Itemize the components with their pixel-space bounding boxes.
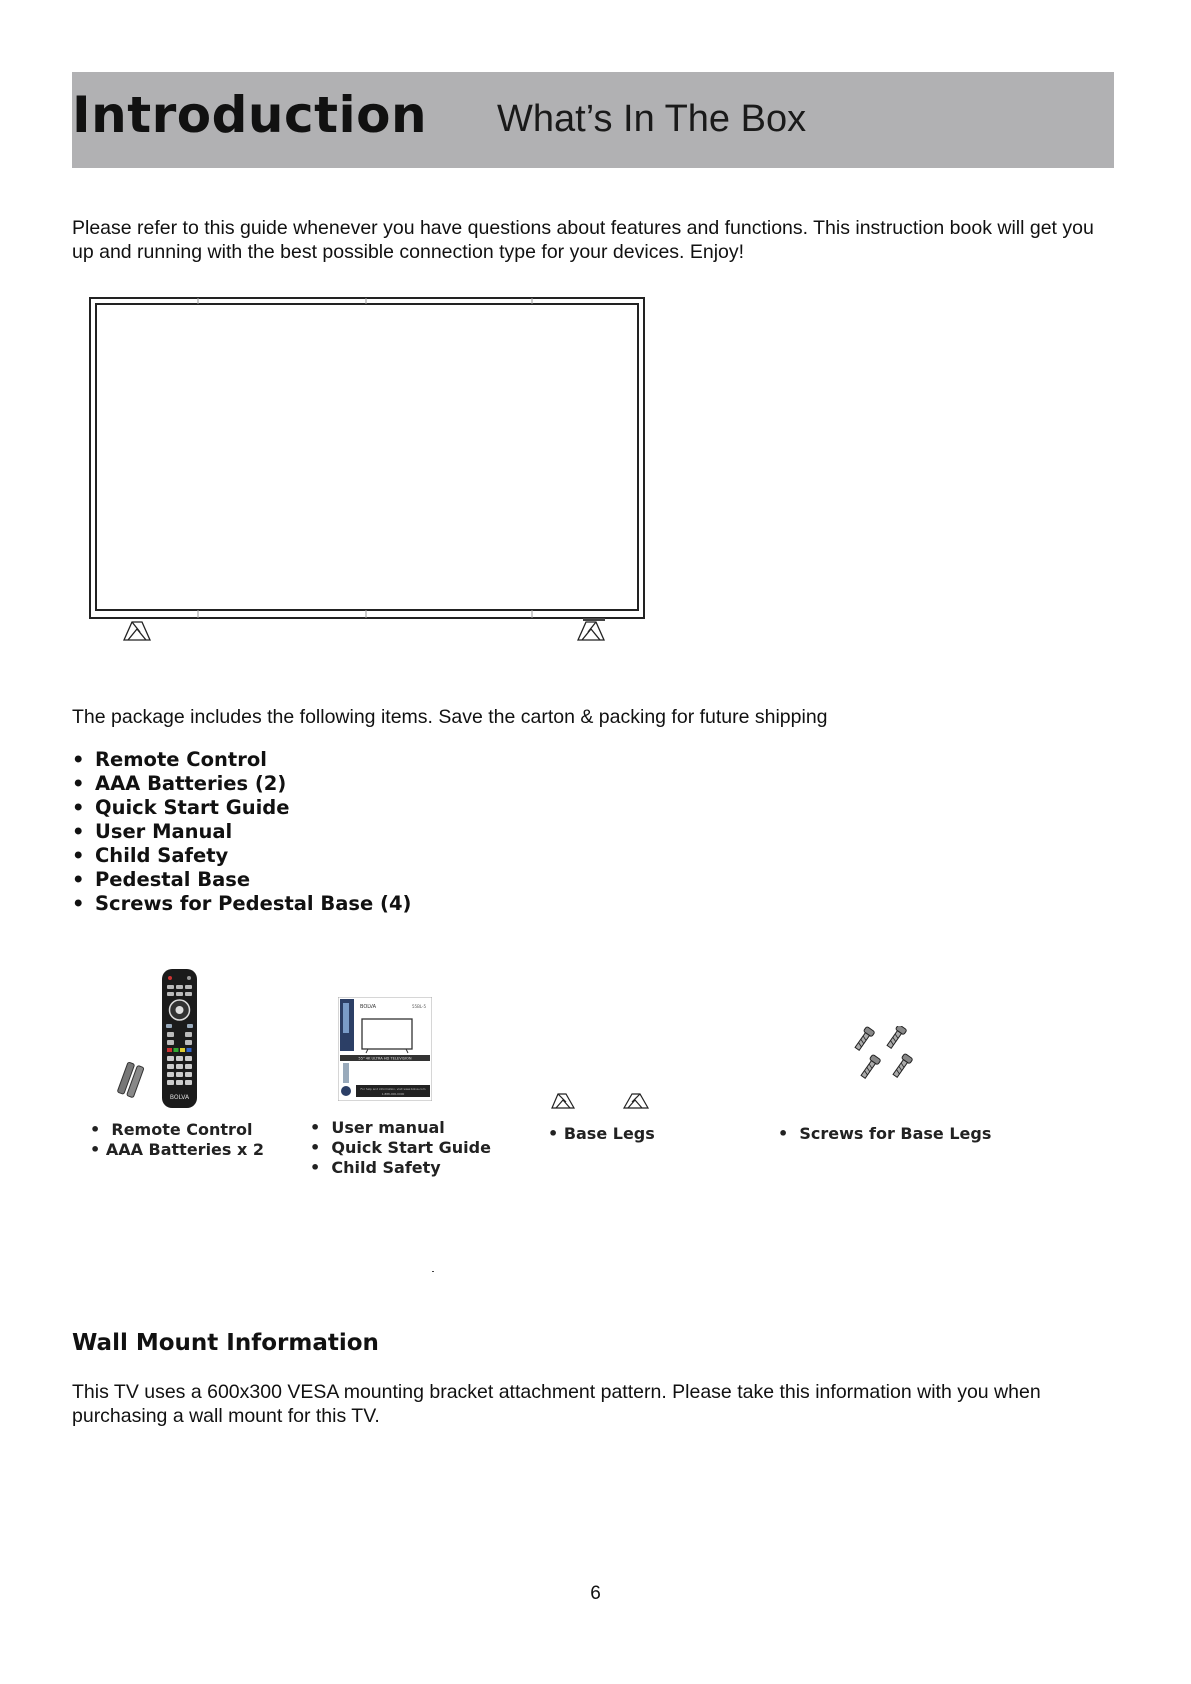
wall-mount-text: This TV uses a 600x300 VESA mounting bracket attachment pattern. Please take this information with you when purchasing a wall mount for this TV. (72, 1381, 1041, 1427)
base-legs-illustration (550, 1090, 654, 1112)
list-item: • AAA Batteries (2) (72, 772, 287, 795)
remote-control-icon (162, 969, 197, 1108)
remote-caption: • Remote Control • AAA Batteries x 2 (90, 1120, 265, 1159)
svg-text:55" 4K ULTRA HD TELEVISION: 55" 4K ULTRA HD TELEVISION (358, 1056, 412, 1061)
list-item: • User Manual (72, 820, 233, 843)
package-note: The package includes the following items. Save the carton & packing for future shipping (72, 706, 828, 728)
page-number: 6 (590, 1583, 601, 1604)
legs-caption: • Base Legs (548, 1124, 655, 1143)
section-title: Introduction (72, 86, 428, 144)
battery-icon (117, 1062, 144, 1098)
wall-mount-title: Wall Mount Information (72, 1330, 379, 1356)
list-item: • Screws for Pedestal Base (4) (72, 892, 412, 915)
svg-text:BOLVA: BOLVA (360, 1004, 377, 1010)
list-item: • Child Safety (72, 844, 229, 867)
base-leg-icon (552, 1094, 574, 1108)
tv-left-leg (124, 622, 150, 640)
list-item: • Quick Start Guide (72, 796, 290, 819)
screws-caption: • Screws for Base Legs (778, 1124, 992, 1143)
screw-icon (853, 1026, 875, 1051)
screw-icon (891, 1053, 913, 1078)
list-item: • Remote Control (72, 748, 267, 771)
screws-illustration (850, 1026, 916, 1086)
remote-batteries-illustration (110, 966, 230, 1116)
tv-illustration (88, 296, 648, 646)
svg-text:For help and information, visi: For help and information, visit www.bolva.com (360, 1087, 426, 1091)
user-manual-illustration (338, 997, 432, 1101)
stray-mark (432, 1271, 434, 1272)
base-leg-icon (624, 1094, 648, 1108)
package-items-list (72, 748, 411, 916)
list-item: • Pedestal Base (72, 868, 251, 891)
section-header (72, 72, 1114, 168)
svg-text:BOLVA: BOLVA (169, 1094, 190, 1101)
svg-text:55BL-5: 55BL-5 (412, 1004, 426, 1009)
screw-icon (859, 1054, 881, 1079)
svg-text:1-888-000-0000: 1-888-000-0000 (381, 1092, 405, 1096)
screw-icon (885, 1026, 907, 1050)
section-subtitle: What’s In The Box (497, 98, 807, 140)
intro-paragraph: Please refer to this guide whenever you have questions about features and functions. This instruction book will get you up and running with the best possible connection type for your devices. Enjoy! (72, 217, 1094, 263)
tv-right-leg (578, 622, 604, 640)
manual-caption: • User manual • Quick Start Guide • Child Safety (310, 1118, 491, 1177)
